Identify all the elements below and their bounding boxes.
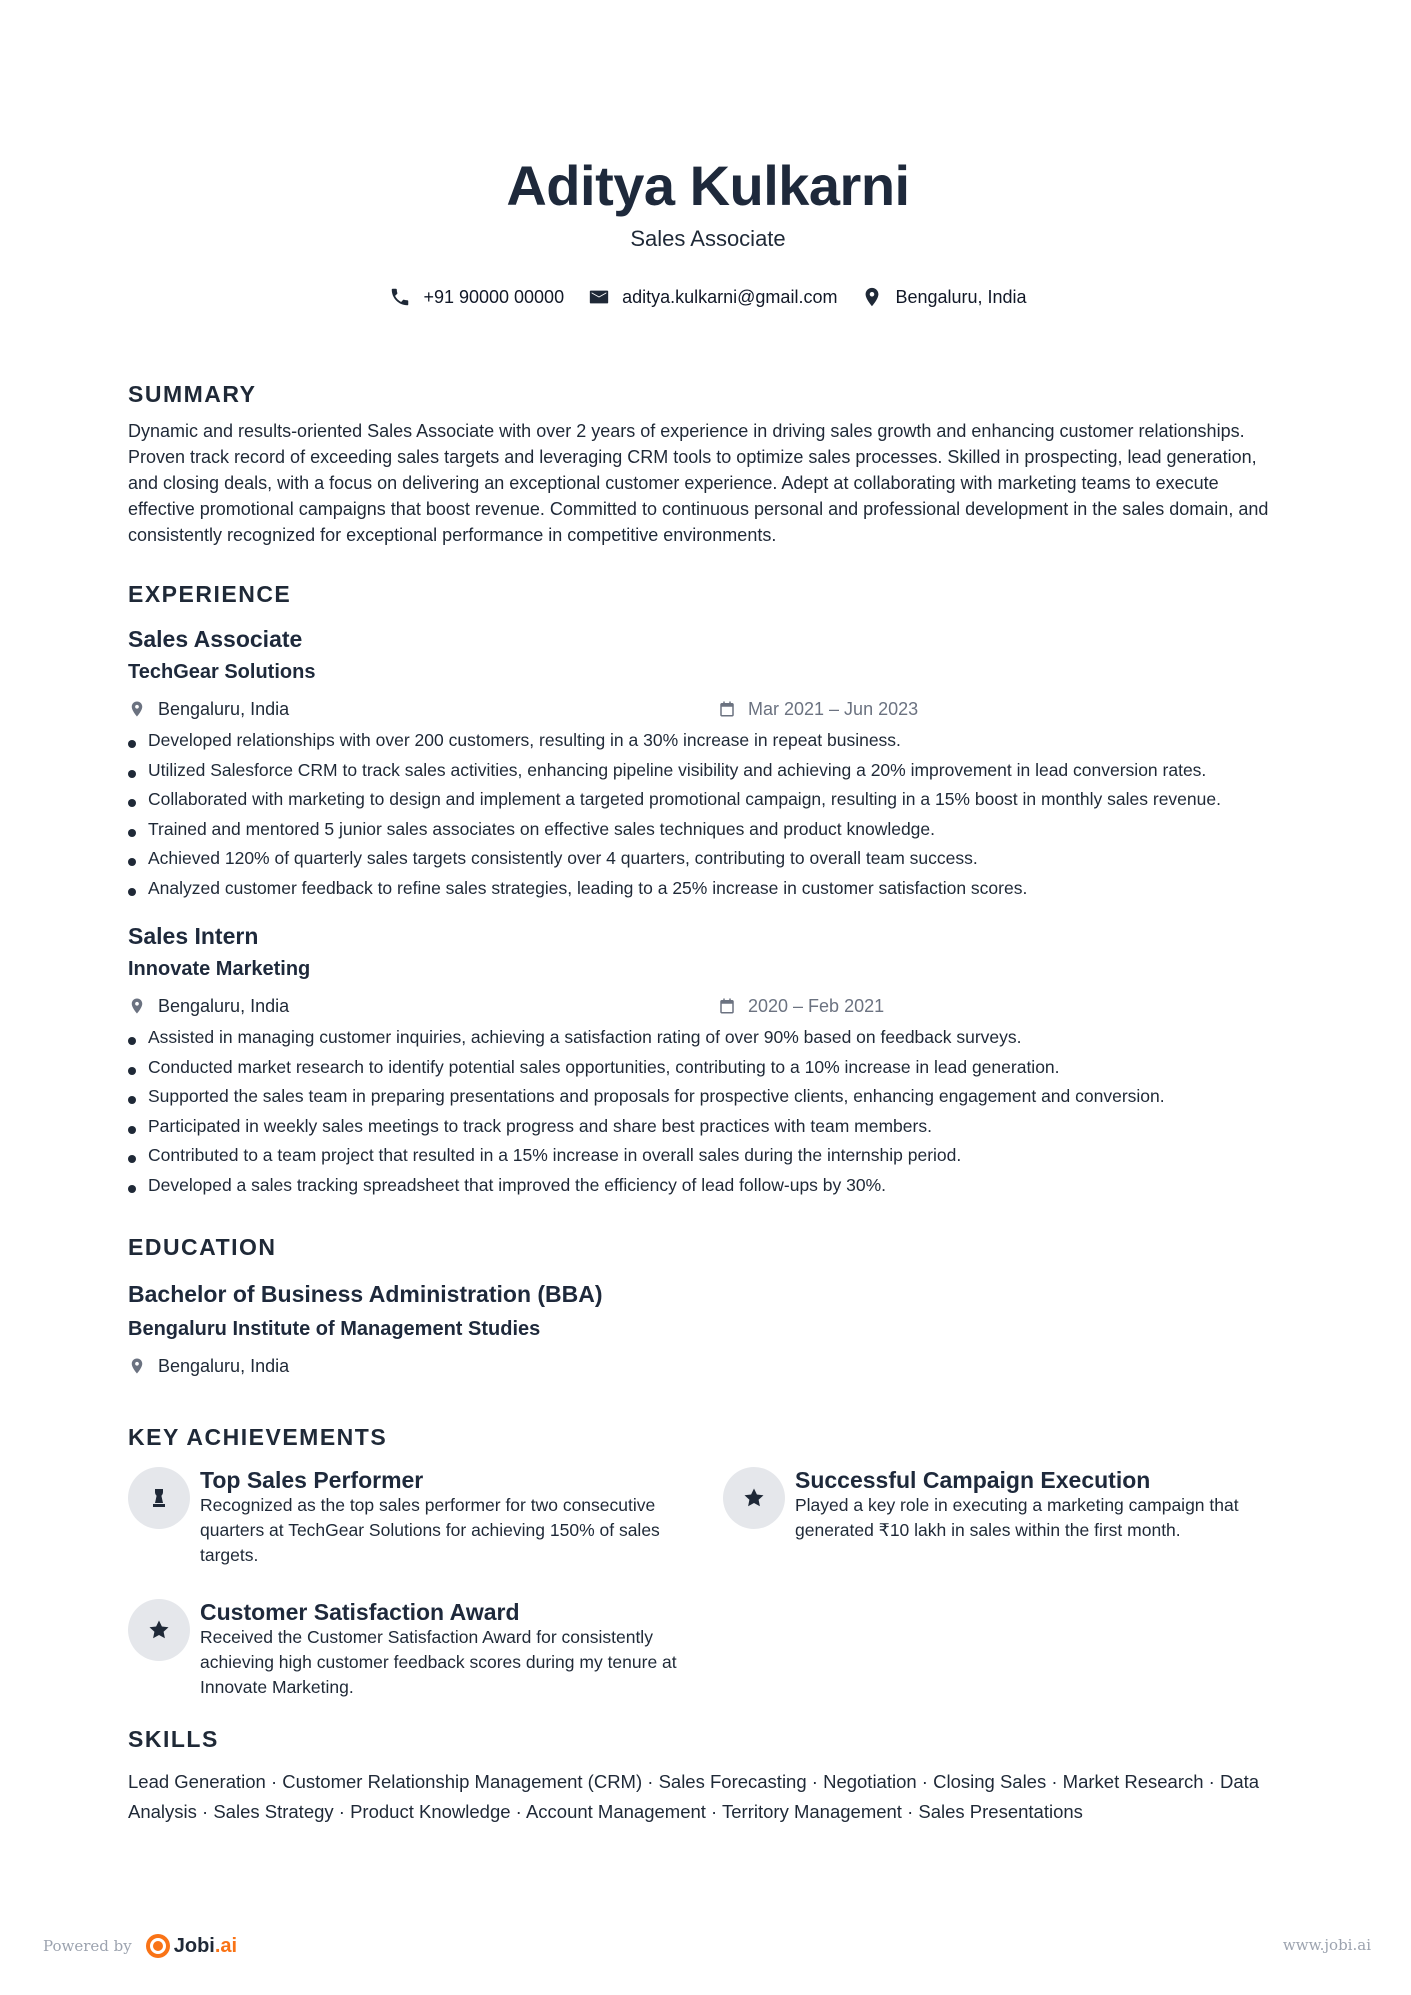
experience-section (128, 581, 1288, 1200)
contact-location (861, 286, 1026, 308)
achievement-content (200, 1599, 688, 1700)
list-item: Utilized Salesforce CRM to track sales activities, enhancing pipeline visibility and achieving a 20% improvement in lead conversion rates. (128, 756, 1288, 786)
brand-suffix: .ai (214, 1934, 238, 1957)
education-location (128, 1356, 718, 1377)
contact-email (588, 286, 837, 308)
footer-url[interactable]: www.jobi.ai (1282, 1936, 1371, 1954)
brand-name: Jobi (173, 1934, 215, 1957)
mail-icon (588, 286, 610, 308)
achievement-title: Top Sales Performer (200, 1467, 424, 1493)
section-heading: SUMMARY (128, 381, 257, 407)
achievement-icon-badge (723, 1467, 785, 1529)
star-icon (742, 1486, 766, 1510)
section-heading: SKILLS (128, 1726, 219, 1752)
achievement-desc: Played a key role in executing a marketing campaign that generated ₹10 lakh in sales within the first month. (795, 1495, 1239, 1540)
footer-branding (43, 1934, 237, 1958)
achievement-desc: Recognized as the top sales performer for two consecutive quarters at TechGear Solutions for achieving 150% of sales targets. (200, 1495, 660, 1565)
brand-logo-text[interactable] (174, 1935, 237, 1958)
job-title: Sales Intern (128, 923, 259, 949)
job-dates (718, 996, 884, 1017)
job-bullets (128, 726, 1288, 903)
skills-section (128, 1726, 1288, 1827)
job-bullets (128, 1023, 1288, 1200)
section-heading: EXPERIENCE (128, 581, 292, 607)
job-entry (128, 624, 1288, 903)
contact-phone (389, 286, 564, 308)
star-icon (147, 1618, 171, 1642)
list-item: Achieved 120% of quarterly sales targets consistently over 4 quarters, contributing to overall team success. (128, 844, 1288, 874)
job-entry (128, 921, 1288, 1200)
achievement-item (723, 1467, 1283, 1543)
job-location-text: Bengaluru, India (158, 995, 290, 1016)
job-dates-text: 2020 – Feb 2021 (748, 995, 885, 1016)
achievements-grid (128, 1461, 1288, 1711)
list-item: Trained and mentored 5 junior sales associates on effective sales techniques and product knowledge. (128, 815, 1288, 845)
location-pin-icon (128, 1357, 146, 1375)
job-meta (128, 993, 1288, 1019)
job-location (128, 699, 718, 720)
location-pin-icon (128, 997, 146, 1015)
list-item: Participated in weekly sales meetings to track progress and share best practices with team members. (128, 1112, 1288, 1142)
list-item: Assisted in managing customer inquiries, achieving a satisfaction rating of over 90% based on feedback surveys. (128, 1023, 1288, 1053)
school-name: Bengaluru Institute of Management Studies (128, 1318, 541, 1340)
summary-text: Dynamic and results-oriented Sales Associate with over 2 years of experience in driving sales growth and enhancing customer relationships. Proven track record of exceeding sales targets and leveraging CRM tools to optimize sales processes. Skilled in prospecting, lead generation, and closing deals, with a focus on delivering an exceptional customer experience. Adept at collaborating with marketing teams to execute effective promotional campaigns that boost revenue. Committed to continuous personal and professional development in the sales domain, and consistently recognized for exceptional performance in competitive environments. (128, 421, 1269, 545)
job-title: Sales Associate (128, 626, 303, 652)
contact-row (128, 286, 1288, 308)
achievement-content (795, 1467, 1283, 1543)
calendar-icon (718, 997, 736, 1015)
candidate-title: Sales Associate (630, 226, 786, 251)
job-location (128, 996, 718, 1017)
achievement-content (200, 1467, 688, 1568)
location-text: Bengaluru, India (895, 286, 1027, 307)
section-heading: EDUCATION (128, 1234, 277, 1260)
phone-icon (389, 286, 411, 308)
list-item: Supported the sales team in preparing presentations and proposals for prospective clients, enhancing engagement and conversion. (128, 1082, 1288, 1112)
list-item: Developed a sales tracking spreadsheet that improved the efficiency of lead follow-ups by 30%. (128, 1171, 1288, 1201)
achievement-item (128, 1599, 688, 1700)
location-pin-icon (128, 700, 146, 718)
company-name: Innovate Marketing (128, 958, 311, 980)
achievement-desc: Received the Customer Satisfaction Award for consistently achieving high customer feedback scores during my tenure at Innovate Marketing. (200, 1627, 677, 1697)
education-meta (128, 1353, 1288, 1379)
job-dates-text: Mar 2021 – Jun 2023 (748, 698, 919, 719)
job-dates (718, 699, 918, 720)
education-section (128, 1234, 1288, 1379)
skills-text: Lead Generation · Customer Relationship Management (CRM) · Sales Forecasting · Negotiation · Closing Sales · Market Research · Data Analysis · Sales Strategy · Product Knowledge · Account Management · Territory Management · Sales Presentations (128, 1771, 1260, 1822)
achievement-icon-badge (128, 1467, 190, 1529)
location-pin-icon (861, 286, 883, 308)
achievement-icon-badge (128, 1599, 190, 1661)
calendar-icon (718, 700, 736, 718)
achievement-item (128, 1467, 688, 1568)
phone-text: +91 90000 00000 (423, 286, 565, 307)
achievements-section (128, 1424, 1288, 1711)
job-meta (128, 696, 1288, 722)
candidate-name: Aditya Kulkarni (506, 154, 910, 217)
list-item: Analyzed customer feedback to refine sales strategies, leading to a 25% increase in customer satisfaction scores. (128, 874, 1288, 904)
jobi-logo-icon (146, 1934, 170, 1958)
job-location-text: Bengaluru, India (158, 698, 290, 719)
degree-title: Bachelor of Business Administration (BBA) (128, 1281, 603, 1307)
education-location-text: Bengaluru, India (158, 1355, 290, 1376)
resume-header (128, 150, 1288, 308)
achievement-title: Customer Satisfaction Award (200, 1599, 520, 1625)
trophy-icon (147, 1486, 171, 1510)
company-name: TechGear Solutions (128, 661, 316, 683)
email-text: aditya.kulkarni@gmail.com (622, 286, 838, 307)
list-item: Conducted market research to identify potential sales opportunities, contributing to a 10% increase in lead generation. (128, 1053, 1288, 1083)
powered-by-label: Powered by (43, 1937, 132, 1955)
achievement-title: Successful Campaign Execution (795, 1467, 1151, 1493)
list-item: Developed relationships with over 200 customers, resulting in a 30% increase in repeat business. (128, 726, 1288, 756)
list-item: Contributed to a team project that resulted in a 15% increase in overall sales during the internship period. (128, 1141, 1288, 1171)
summary-section (128, 381, 1288, 548)
list-item: Collaborated with marketing to design and implement a targeted promotional campaign, resulting in a 15% boost in monthly sales revenue. (128, 785, 1288, 815)
section-heading: KEY ACHIEVEMENTS (128, 1424, 388, 1450)
